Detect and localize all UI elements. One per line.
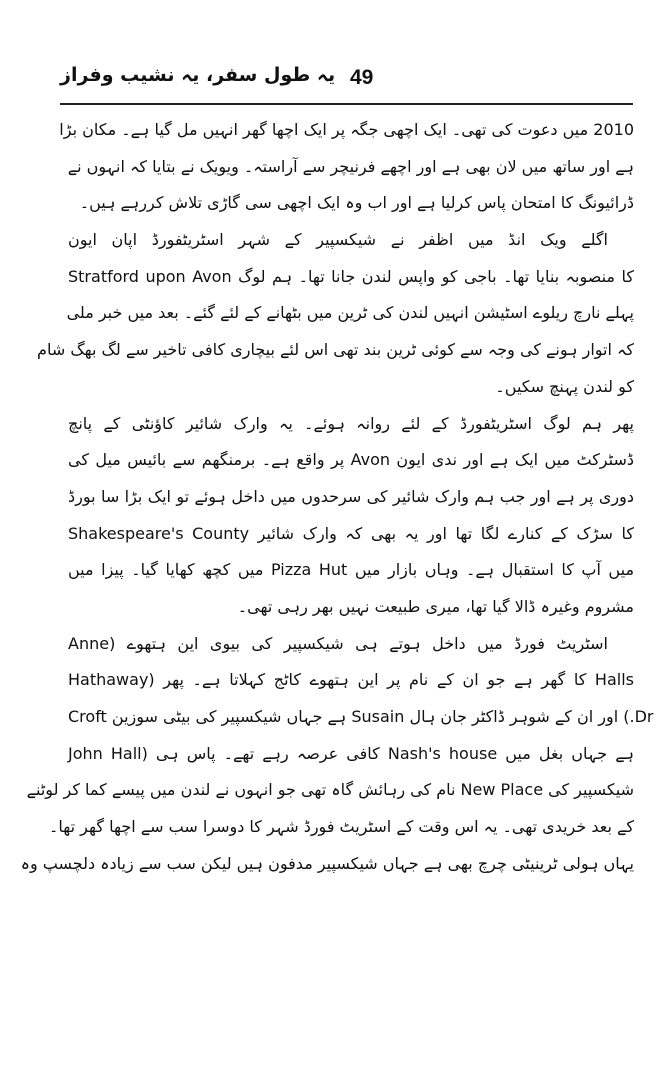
running-title: یہ طول سفر، یہ نشیب وفراز	[60, 64, 336, 86]
text-line: Hathaway) کا گھر ہے جو ان کے نام پر این ہتھوے کاٹج کہلاتا ہے۔ پھر Halls	[68, 670, 634, 690]
paragraph	[68, 406, 634, 626]
text-line: ڈسٹرکٹ میں ایک ہے اور ندی ایون Avon پر واقع ہے۔ برمنگھم سے بائیس میل کی	[68, 450, 634, 470]
text-line: مشروم وغیرہ ڈالا گیا تھا، میری طبیعت نہیں بھر رہی تھی۔	[237, 596, 634, 616]
page-header	[60, 62, 633, 102]
text-line: Croft ہے جہاں شیکسپیر کی بیٹی سوزین Susain اور ان کے شوہر ڈاکٹر جان ہال (.Dr	[68, 707, 654, 726]
paragraph	[37, 222, 634, 405]
text-line: پھر ہم لوگ اسٹریٹفورڈ کے لئے روانہ ہوئے۔ یہ وارک شائیر کاؤنٹی کے پانچ	[68, 413, 634, 433]
text-line: اگلے ویک انڈ میں اظفر نے شیکسپیر کے شہر اسٹریٹفورڈ اپان ایون	[68, 230, 608, 250]
paragraph	[20, 626, 654, 883]
header-rule	[60, 103, 633, 105]
text-line: 2010 میں دعوت کی تھی۔ ایک اچھی جگہ پر ایک اچھا گھر انہیں مل گیا ہے۔ مکان بڑا	[59, 120, 634, 139]
text-line: Stratford upon Avon کا منصوبہ بنایا تھا۔ باجی کو واپس لندن جانا تھا۔ ہم لوگ	[68, 266, 634, 286]
text-line: کہ اتوار ہونے کی وجہ سے کوئی ٹرین بند تھی اس لئے بیچاری کافی تاخیر سے لگ بھگ شام	[37, 340, 634, 360]
text-line: Shakespeare's County کا سڑک کے کنارے لگا تھا اور یہ بھی کہ وارک شائیر	[68, 523, 635, 543]
text-line: ڈرائیونگ کا امتحان پاس کرلیا ہے اور اب وہ ایک اچھی سی گاڑی تلاش کررہے ہیں۔	[79, 193, 634, 213]
text-line: یہاں ہولی ٹرینیٹی چرچ بھی ہے جہاں شیکسپیر مدفون ہیں لیکن سب سے زیادہ دلچسپ وہ	[20, 853, 634, 873]
text-line: پہلے نارچ ریلوے اسٹیشن انہیں لندن کی ٹرین میں بٹھانے کے لئے گئے۔ بعد میں خبر ملی	[66, 303, 634, 323]
text-line: کو لندن پہنچ سکیں۔	[495, 376, 634, 396]
text-line: دوری پر ہے اور جب ہم وارک شائیر کی سرحدوں میں داخل ہوئے تو ایک بڑا سا بورڈ	[68, 486, 634, 506]
page-number: 49	[350, 66, 374, 89]
paragraph	[59, 112, 634, 222]
text-line: کے بعد خریدی تھی۔ یہ اس وقت کے اسٹریٹ فورڈ شہر کا دوسرا سب سے اچھا گھر تھا۔	[49, 817, 634, 837]
text-line: شیکسپیر کی New Place نام کی رہائش گاہ تھی جو انہوں نے لندن میں پیسے کما کر لوٹنے	[26, 780, 634, 800]
text-line: میں آپ کا استقبال ہے۔ وہاں بازار میں Pizza Hut میں کچھ کھایا گیا۔ پیزا میں	[68, 560, 635, 580]
text-line: ہے اور ساتھ میں لان بھی ہے اور اچھے فرنیچر سے آراستہ۔ ویویک نے بتایا کہ انہوں نے	[67, 156, 634, 176]
text-line: اسٹریٹ فورڈ میں داخل ہوتے ہی شیکسپیر کی بیوی این ہتھوے (Anne	[68, 633, 608, 653]
body-text	[20, 112, 654, 882]
text-line: John Hall) کافی عرصہ رہے تھے۔ پاس ہی Nash's house ہے جہاں بغل میں	[68, 743, 634, 763]
